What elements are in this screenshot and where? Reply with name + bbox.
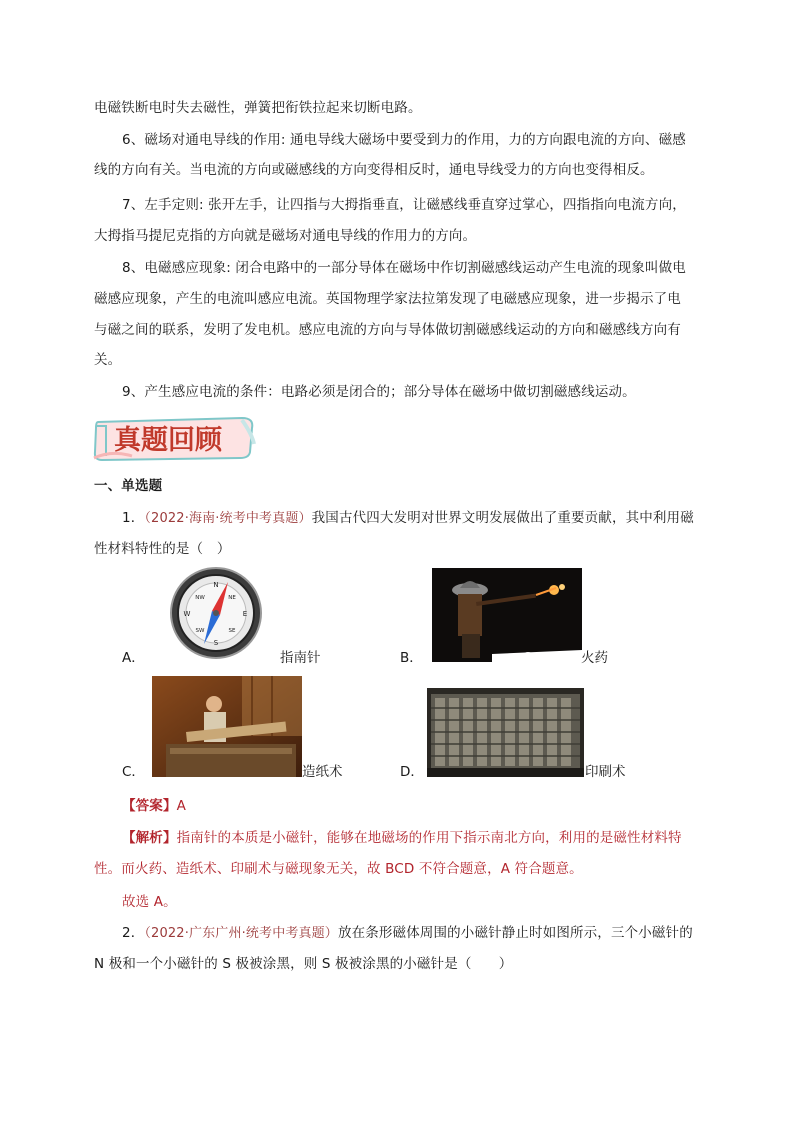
answer-value: A (176, 798, 186, 814)
analysis (122, 828, 732, 848)
option-c-text: 造纸术 (302, 764, 343, 780)
text-line: 电磁铁断电时失去磁性，弹簧把衔铁拉起来切断电路。 (94, 100, 422, 116)
analysis-text: 指南针的本质是小磁针，能够在地磁场的作用下指示南北方向，利用的是磁性材料特 (176, 830, 682, 846)
text-line: 线的方向有关。当电流的方向或磁感线的方向变得相反时，通电导线受力的方向也变得相反。 (94, 162, 654, 178)
text-line: 关。 (94, 352, 122, 368)
question-source: （2022·海南·统考中考真题） (144, 511, 312, 526)
answer-label: 【答案】 (122, 798, 177, 814)
papermaking-image (152, 676, 302, 777)
text-line: 9、产生感应电流的条件：电路必须是闭合的；部分导体在磁场中做切割磁感线运动。 (122, 384, 636, 400)
compass-w-label: W (183, 610, 191, 618)
text-line: 大拇指马提尼克指的方向就是磁场对通电导线的作用力的方向。 (94, 228, 477, 244)
compass-nw-label: NW (195, 595, 205, 601)
option-b-letter: B． (400, 650, 423, 666)
banner-title: 真题回顾 (114, 425, 222, 456)
option-d-text: 印刷术 (585, 764, 626, 780)
question-text: 我国古代四大发明对世界文明发展做出了重要贡献，其中利用磁 (311, 510, 694, 526)
analysis-cont: 性。而火药、造纸术、印刷术与磁现象无关，故 BCD 不符合题意，A 符合题意。 (94, 861, 583, 877)
question-number: 1． (122, 510, 145, 526)
question-1 (122, 508, 732, 529)
option-c-letter: C． (122, 764, 145, 780)
option-d-letter: D． (400, 764, 424, 780)
conclusion: 故选 A。 (122, 894, 177, 910)
compass-e-label: E (242, 610, 248, 618)
option-a-letter: A． (122, 650, 145, 666)
compass-sw-label: SW (195, 628, 205, 634)
text-line: 8、电磁感应现象: 闭合电路中的一部分导体在磁场中作切割磁感线运动产生电流的现象叫做电 (122, 260, 686, 276)
question-source: （2022·广东广州·统考中考真题） (144, 926, 338, 941)
text-line: 与磁之间的联系，发明了发电机。感应电流的方向与导体做切割磁感线运动的方向和磁感线方向有 (94, 322, 681, 338)
analysis-label: 【解析】 (122, 830, 177, 846)
text-line: 磁感应现象，产生的电流叫感应电流。英国物理学家法拉第发现了电磁感应现象，进一步揭示了电 (94, 291, 681, 307)
question-number: 2． (122, 925, 145, 941)
compass-se-label: SE (228, 628, 236, 634)
question-text-cont: 性材料特性的是（ ） (94, 541, 231, 557)
option-a-text: 指南针 (280, 650, 321, 666)
text-line: 6、磁场对通电导线的作用: 通电导线大磁场中要受到力的作用，力的方向跟电流的方向、磁感 (122, 132, 686, 148)
compass-s-label: S (213, 639, 219, 647)
compass-ne-label: NE (228, 595, 236, 601)
answer (122, 796, 732, 816)
question-text: 放在条形磁体周围的小磁针静止时如图所示，三个小磁针的 (337, 925, 693, 941)
gunpowder-image (432, 568, 582, 662)
section-title: 一、单选题 (94, 478, 163, 494)
option-b-text: 火药 (581, 650, 608, 666)
compass-n-label: N (213, 581, 219, 589)
section-banner (92, 414, 258, 462)
text-line: 7、左手定则: 张开左手，让四指与大拇指垂直，让磁感线垂直穿过掌心，四指指向电流方向， (122, 197, 686, 213)
printing-image (427, 688, 584, 777)
question-2 (122, 923, 732, 944)
question-text-cont: N 极和一个小磁针的 S 极被涂黑，则 S 极被涂黑的小磁针是（ ） (94, 956, 513, 972)
compass-image (168, 566, 264, 660)
